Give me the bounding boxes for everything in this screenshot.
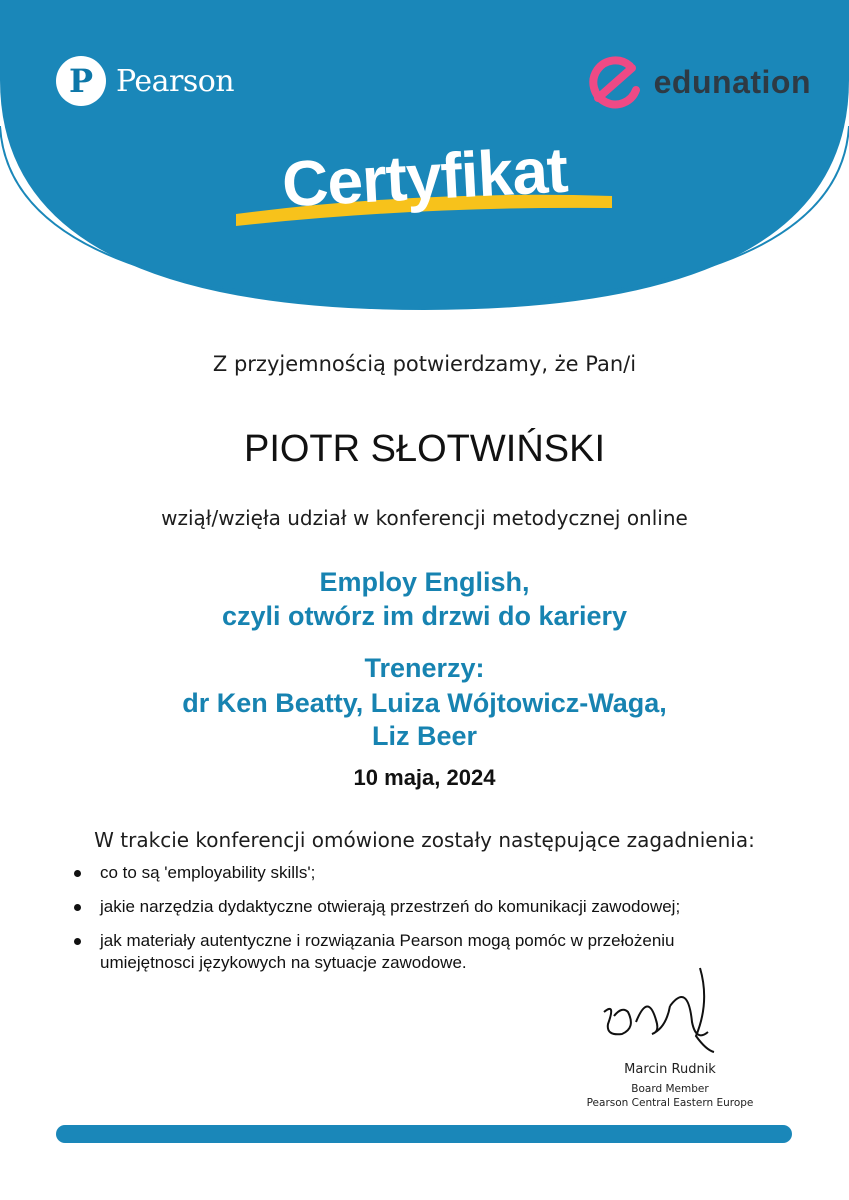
topics-intro: W trakcie konferencji omówione zostały następujące zagadnienia: xyxy=(94,828,755,852)
pearson-logo xyxy=(56,56,234,106)
footer-bar xyxy=(56,1125,792,1143)
intro-text: Z przyjemnością potwierdzamy, że Pan/i xyxy=(212,352,637,376)
pearson-p-icon: P xyxy=(56,56,106,106)
trainers-line-1: dr Ken Beatty, Luiza Wójtowicz-Waga, xyxy=(182,688,667,718)
pearson-wordmark: Pearson xyxy=(116,63,235,99)
topic-item: co to są 'employability skills'; xyxy=(72,862,712,884)
handwritten-signature xyxy=(596,962,726,1058)
edunation-logo xyxy=(586,54,811,110)
recipient-name: PIOTR SŁOTWIŃSKI xyxy=(243,428,606,470)
topic-item: jakie narzędzia dydaktyczne otwierają przestrzeń do komunikacji zawodowej; xyxy=(72,896,712,918)
signatory-name: Marcin Rudnik xyxy=(624,1062,716,1077)
certificate-title: Certyfikat xyxy=(280,133,569,221)
event-date: 10 maja, 2024 xyxy=(353,765,496,790)
topic-item: jak materiały autentyczne i rozwiązania Pearson mogą pomóc w przełożeniu umiejętnosci językowych na sytuacje zawodowe. xyxy=(72,930,712,974)
signatory-organization: Pearson Central Eastern Europe xyxy=(586,1097,754,1109)
participation-text: wziął/wzięła udział w konferencji metodycznej online xyxy=(161,506,688,530)
edunation-wordmark: edunation xyxy=(653,63,811,100)
trainers-label: Trenerzy: xyxy=(364,653,485,683)
trainers-line-2: Liz Beer xyxy=(371,721,478,751)
conference-title-line-1: Employ English, xyxy=(319,567,530,597)
edunation-e-icon xyxy=(586,54,646,110)
conference-title-line-2: czyli otwórz im drzwi do kariery xyxy=(221,601,628,631)
signatory-role: Board Member xyxy=(631,1083,709,1095)
